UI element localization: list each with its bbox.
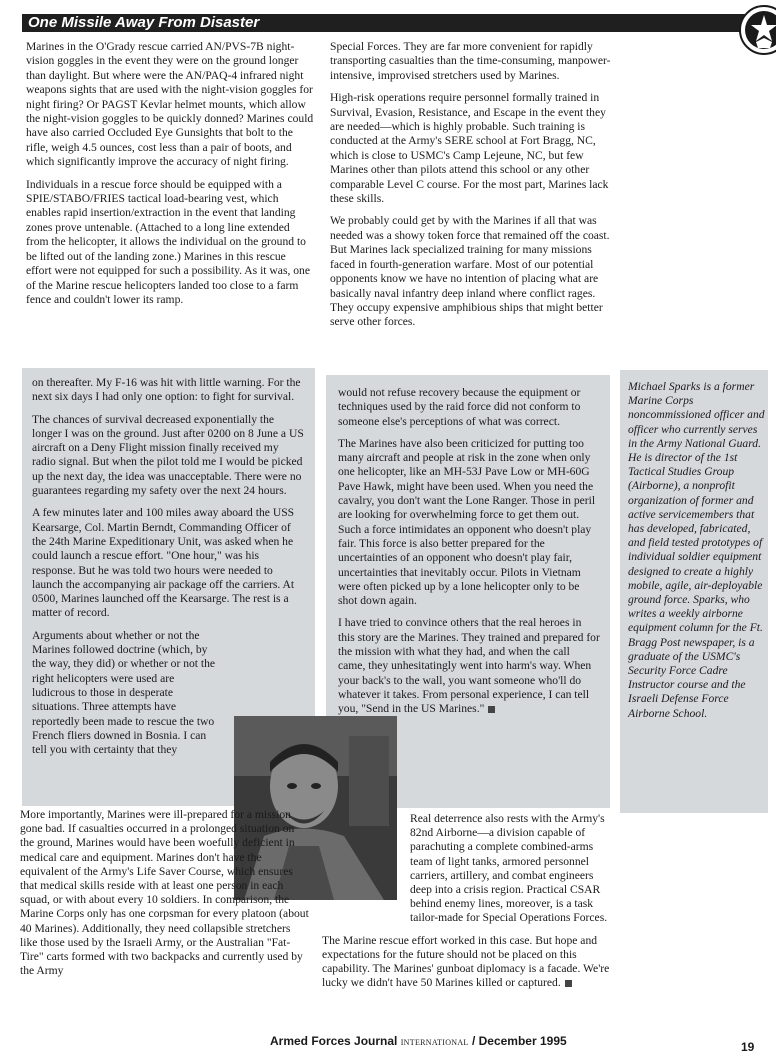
issue-date: / December 1995	[471, 1034, 567, 1048]
author-bio: Michael Sparks is a former Marine Corps noncommissioned officer and officer who currently serves in the Army National Guard. He is director of the 1st Tactical Studies Group (Airborne), a nonprofit organization of former and active servicemembers that has developed, fabricated, and field tested prototypes of individual soldier equipment designed to create a highly mobile, agile, air-deployable ground force. Sparks, who writes a weekly airborne equipment column for the Ft. Bragg Post newspaper, is a graduate of the USMC's Security Force Cadre Instructor course and the Israeli Defense Force Airborne School.	[628, 380, 765, 720]
publication-name: Armed Forces Journal	[270, 1034, 398, 1048]
top-left-column	[26, 40, 314, 315]
journal-logo-icon	[734, 2, 776, 60]
publication-intl: INTERNATIONAL	[400, 1038, 469, 1047]
top-right-column	[330, 40, 612, 338]
body-paragraph: We probably could get by with the Marines if all that was needed was a showy token force that remained off the coast. But Marines lack specialized training for many missions faced in fourth-generation warfare. Most of our potential opponents know we have no intention of placing what are basically naval infantry deep inland where conflict rages. They occupy expensive amphibious ships that might better serve other forces.	[330, 214, 610, 329]
sidebar-middle-text	[338, 386, 600, 725]
sidebar-paragraph: would not refuse recovery because the equipment or techniques used by the raid force did not conform to someone else's perceptions of what was correct.	[338, 386, 581, 428]
body-paragraph: More importantly, Marines were ill-prepared for a mission gone bad. If casualties occurred in a prolonged situation on the ground, Marines would have been woefully deficient in medical care and equipment. Marines don't have the equivalent of the Army's Life Saver Course, which ensures that medical skills reside with at least one person in each squad, or with about every 10 soldiers. In comparison, the Marine Corps only has one corpsman for every platoon (about 40 Marines). Additionally, they need collapsible stretchers like those used by the Israeli Army, or the Australian "Fat-Tire" carts formed with two backpacks and currently used by the Army	[20, 808, 309, 978]
end-mark-icon	[488, 706, 495, 713]
page-number: 19	[741, 1040, 755, 1054]
bottom-right-column	[322, 812, 612, 998]
body-paragraph: Individuals in a rescue force should be equipped with a SPIE/STABO/FRIES tactical load-bearing vest, which enables rapid insertion/extraction in the event that landing zones prove untenable. (Attached to a long line extended from the helicopter, it allows the individual on the ground to be lifted out of the landing zone.) Marines in this rescue effort were not equipped for such a possibility. As it was, one of the Marine rescue helicopters landed too close to a farm fence and couldn't lower its ramp.	[26, 177, 310, 306]
section-title: One Missile Away From Disaster	[28, 14, 260, 31]
sidebar-paragraph: The chances of survival decreased exponentially the longer I was on the ground. Just after 0200 on 8 June a US aircraft on a Deny Flight mission finally received my radio signal. But when the pilot told me I would be picked up the next day, the idea was unacceptable. There were no guarantees regarding my safety over the next 24 hours.	[32, 412, 304, 498]
body-paragraph: Real deterrence also rests with the Army's 82nd Airborne—a division capable of parachuting a complete combined-arms team of light tanks, armored personnel carriers, artillery, and combat engineers deep into a crisis region. Practical CSAR behind enemy lines, moreover, is a task tailor-made for Special Operations Forces.	[410, 812, 608, 925]
sidebar-paragraph: A few minutes later and 100 miles away aboard the USS Kearsarge, Col. Martin Berndt, Commanding Officer of the 24th Marine Expeditionary Unit, was asked when he could launch a rescue effort. "One hour," was his response. But he was told two hours were needed to launch the accompanying air package off the carriers. At 0500, Marines launched off the Kearsarge. The rest is a matter of record.	[32, 506, 295, 620]
sidebar-left-text	[32, 376, 304, 765]
section-header-bar	[22, 14, 762, 32]
body-paragraph: Special Forces. They are far more convenient for rapidly transporting casualties than the time-consuming, manpower-intensive, improvised stretchers used by Marines.	[330, 40, 611, 82]
sidebar-paragraph	[338, 616, 600, 716]
body-paragraph: Marines in the O'Grady rescue carried AN/PVS-7B night-vision goggles in the event they were on the ground longer than daylight. But where were the AN/PAQ-4 infrared night weapons sights that are used with the night-vision goggles for night firing? Or PAGST Kevlar helmet mounts, which allow the night-vision goggles to be quickly donned? Marines could have also carried Occluded Eye Gunsights that bolt to the rifle, weigh 4.5 ounces, cost less than a pair of boots, and which significantly improve the accuracy of night firing.	[26, 40, 314, 169]
sidebar-paragraph: on thereafter. My F-16 was hit with little warning. For the next six days I had only one option: to fight for survival.	[32, 376, 301, 404]
closing-text: The Marine rescue effort worked in this case. But hope and expectations for the future should not be placed on this capability. The Marines' gunboat diplomacy is a facade. We're lucky we didn't have 50 Marines killed or captured.	[322, 933, 610, 990]
bottom-left-column	[20, 808, 310, 986]
end-mark-icon	[565, 980, 572, 987]
sidebar-paragraph: The Marines have also been criticized for putting too many aircraft and people at risk in the zone when only one helicopter, like an MH-53J Pave Low or MH-60G Pave Hawk, might have been used. When you need the cavalry, you don't want the Lone Ranger. Those in peril are looking for overwhelming force to get them out. Such a force intimidates an opponent who doesn't play fair. This force is also better prepared for the uncertainties of an opponent who doesn't play fair, uncertainties that inevitably occur. Pilots in Vietnam were often picked up by a lone helicopter only to be shot down again.	[338, 436, 596, 608]
publication-footer	[270, 1034, 567, 1048]
body-paragraph: High-risk operations require personnel formally trained in Survival, Evasion, Resistance, and Escape in the event they are needed—which is highly probable. Such training is conducted at the Army's SERE school at Fort Bragg, NC, which is close to USMC's Camp Lejeune, NC, but few Marines other than pilots attend this school or any other comparable Level C course. For the most part, Marines lack these skills.	[330, 91, 609, 206]
body-paragraph	[322, 934, 612, 991]
sidebar-paragraph: Arguments about whether or not the Marines followed doctrine (which, by the way, they did) or whether or not the right helicopters were used are ludicrous to those in desperate situations. Three attempts have reportedly been made to rescue the two French fliers downed in Bosnia. I can tell you with certainty that they	[32, 628, 216, 757]
sidebar-closing-text: I have tried to convince others that the real heroes in this story are the Marines. They trained and prepared for the mission with what they had, and when the call came, they unhesitatingly went into harm's way. When your back's to the wall, you want someone who'll do whatever it takes. From personal experience, I can tell you, "Send in the US Marines."	[338, 616, 600, 716]
